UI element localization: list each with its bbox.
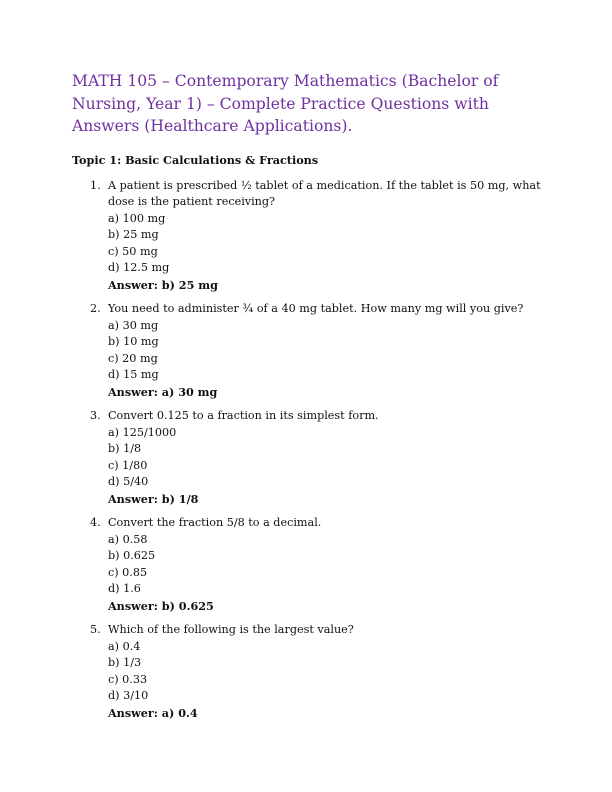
topic-heading: Topic 1: Basic Calculations & Fractions <box>72 152 319 167</box>
option-a: a) 0.58 <box>108 532 148 546</box>
option-d: d) 12.5 mg <box>108 261 170 274</box>
option-b: b) 1/3 <box>108 656 142 669</box>
question-text: You need to administer ¾ of a 40 mg tablet. How many mg will you give? <box>108 302 524 315</box>
question-text: A patient is prescribed ½ tablet of a medication. If the tablet is 50 mg, what dose is the patient receiving? <box>108 178 541 208</box>
question-item <box>72 408 542 507</box>
question-item <box>72 515 542 614</box>
question-number: 4. <box>90 516 101 529</box>
option-b: b) 10 mg <box>108 335 159 348</box>
option-b: b) 1/8 <box>108 442 142 455</box>
answer-line: Answer: b) 1/8 <box>108 491 199 506</box>
question-item <box>72 178 542 294</box>
option-d: d) 3/10 <box>108 689 149 702</box>
option-d: d) 5/40 <box>108 475 149 488</box>
question-text: Convert 0.125 to a fraction in its simplest form. <box>108 409 379 422</box>
document-title: MATH 105 – Contemporary Mathematics (Bachelor of Nursing, Year 1) – Complete Practice Questions with Answers (Healthcare Applications). <box>72 72 499 135</box>
question-text: Convert the fraction 5/8 to a decimal. <box>108 516 322 529</box>
document-page <box>72 70 542 729</box>
option-c: c) 1/80 <box>108 458 148 472</box>
option-c: c) 20 mg <box>108 351 158 365</box>
question-number: 1. <box>90 178 101 192</box>
option-a: a) 0.4 <box>108 639 141 653</box>
answer-line: Answer: a) 0.4 <box>108 705 198 720</box>
answer-line: Answer: a) 30 mg <box>108 384 218 399</box>
question-item <box>72 301 542 400</box>
option-a: a) 100 mg <box>108 211 166 225</box>
answer-line: Answer: b) 0.625 <box>108 598 214 613</box>
option-c: c) 0.85 <box>108 565 148 579</box>
option-a: a) 125/1000 <box>108 425 177 439</box>
option-c: c) 50 mg <box>108 244 158 258</box>
question-list <box>72 178 542 722</box>
option-d: d) 1.6 <box>108 582 141 595</box>
answer-line: Answer: b) 25 mg <box>108 277 218 292</box>
option-a: a) 30 mg <box>108 318 159 332</box>
question-number: 3. <box>90 409 101 422</box>
option-b: b) 25 mg <box>108 228 159 241</box>
option-c: c) 0.33 <box>108 672 148 686</box>
option-b: b) 0.625 <box>108 549 156 562</box>
option-d: d) 15 mg <box>108 368 159 381</box>
question-number: 2. <box>90 302 101 315</box>
question-text: Which of the following is the largest value? <box>108 623 354 636</box>
question-number: 5. <box>90 623 101 636</box>
question-item <box>72 622 542 721</box>
